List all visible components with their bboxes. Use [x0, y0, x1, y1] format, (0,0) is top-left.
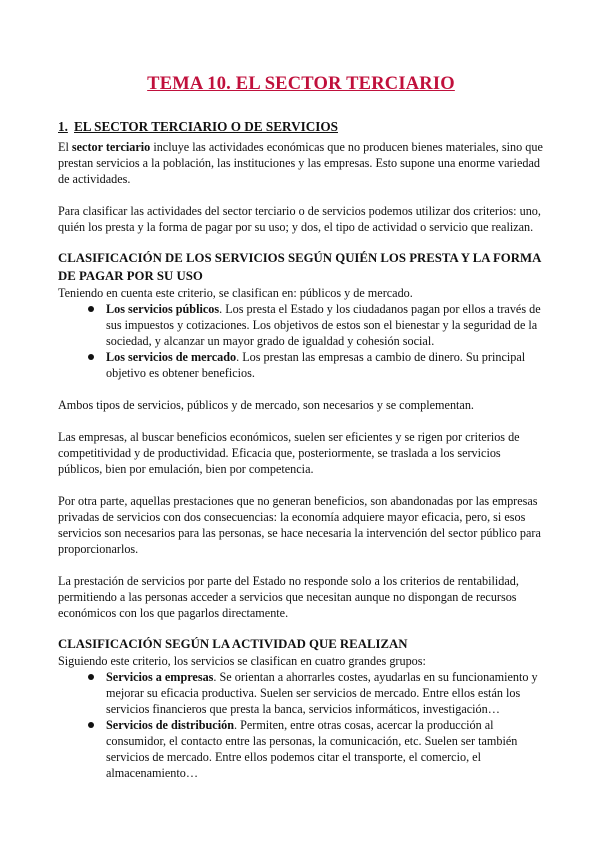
section-3-list: [58, 669, 544, 781]
section-1-heading-text: EL SECTOR TERCIARIO O DE SERVICIOS: [74, 119, 338, 134]
list-item-market-services: [106, 349, 544, 381]
section-1-heading: [58, 119, 544, 135]
definition-text: incluye las actividades económicas que no producen bienes materiales, sino que prestan servicios a la población, las instituciones y las empresas. Esto supone una enorme variedad de actividades.: [58, 140, 543, 186]
section-2-intro: Teniendo en cuenta este criterio, se clasifican en: públicos y de mercado.: [58, 286, 413, 300]
list-item-term: Los servicios públicos: [106, 302, 220, 316]
section-2-heading: CLASIFICACIÓN DE LOS SERVICIOS SEGÚN QUIÉN LOS PRESTA Y LA FORMA DE PAGAR POR SU USO: [58, 251, 541, 283]
section-1-number: 1.: [58, 119, 68, 134]
list-item-public-services: [106, 301, 544, 349]
definition-term: sector terciario: [71, 140, 151, 154]
list-item-term: Servicios a empresas: [106, 670, 214, 684]
section-2-list: [58, 301, 544, 381]
section-3-heading: CLASIFICACIÓN SEGÚN LA ACTIVIDAD QUE REALIZAN: [58, 637, 408, 651]
list-item-business-services: [106, 669, 544, 717]
list-item-text: . Los presta el Estado y los ciudadanos pagan por ellos a través de sus impuestos y cotizaciones. Los objetivos de estos son el bienestar y la seguridad de la sociedad, y alcanzar un mayor grado de igualdad y cohesión social.: [106, 302, 541, 348]
list-item-text: . Se orientan a ahorrarles costes, ayudarlas en su funcionamiento y mejorar su eficacia productiva. Suelen ser servicios de mercado. Entre ellos están los servicios financieros que presta la banca, servicios informáticos, investigación…: [106, 670, 538, 716]
paragraph-both-types: Ambos tipos de servicios, públicos y de mercado, son necesarios y se complementan.: [58, 398, 474, 412]
paragraph-criteria: Para clasificar las actividades del sector terciario o de servicios podemos utilizar dos criterios: uno, quién los presta y la forma de pagar por su uso; y dos, el tipo de actividad o servicio que realizan.: [58, 204, 541, 234]
definition-prefix: El: [58, 140, 72, 154]
list-item-term: Servicios de distribución: [106, 718, 234, 732]
list-item-text: . Los prestan las empresas a cambio de dinero. Su principal objetivo es obtener beneficios.: [106, 350, 526, 380]
paragraph-companies: Las empresas, al buscar beneficios económicos, suelen ser eficientes y se rigen por criterios de competitividad y de productividad. Eficacia que, posteriormente, se traslada a los servicios públicos, bien por emulación, bien por competencia.: [58, 430, 520, 476]
paragraph-definition: [58, 139, 544, 187]
list-item-text: . Permiten, entre otras cosas, acercar la producción al consumidor, el contacto entre las personas, la comunicación, etc. Suelen ser también servicios de mercado. Entre ellos podemos citar el transporte, el comercio, el almacenamiento…: [106, 718, 518, 780]
paragraph-other: Por otra parte, aquellas prestaciones que no generan beneficios, son abandonadas por las empresas privadas de servicios con dos consecuencias: la economía adquiere mayor eficacia, pero, si esos servicios son necesarios para las personas, se hace necesaria la intervención del sector público para proporcionarlos.: [58, 494, 541, 556]
list-item-distribution-services: [106, 717, 544, 781]
list-item-term: Los servicios de mercado: [106, 350, 237, 364]
section-3-intro: Siguiendo este criterio, los servicios se clasifican en cuatro grandes grupos:: [58, 654, 426, 668]
paragraph-state: La prestación de servicios por parte del Estado no responde solo a los criterios de rentabilidad, permitiendo a las personas acceder a servicios que necesitan aunque no dispongan de recursos económicos con los que pagarlos directamente.: [58, 574, 519, 620]
page-title: TEMA 10. EL SECTOR TERCIARIO: [147, 74, 455, 94]
